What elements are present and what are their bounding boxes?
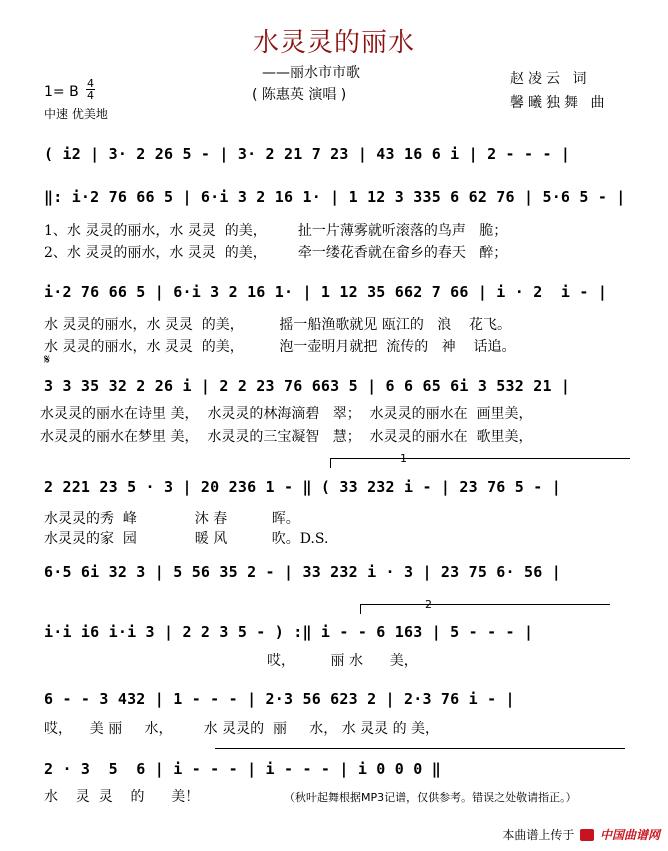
time-signature (86, 78, 95, 101)
lyrics-row-8: 哎， 美 丽 水， 水 灵灵的 丽 水， 水 灵灵 的 美， (44, 721, 440, 737)
site-name[interactable]: 中国曲谱网 (599, 828, 660, 842)
lyrics-row-9: 水 灵 灵 的 美！ (44, 789, 200, 805)
score-row-9: 2 · 3 5 6 | i - - - | i - - - | i 0 0 0 ‖ (44, 760, 441, 778)
score-row-2: ‖: i·2 76 66 5 | 6·i 3 2 16 1· | 1 12 3 335 6 62 76 | 5·6 5 - | (44, 188, 626, 206)
segno-sign: 𝄋 (44, 352, 51, 368)
volta-1-number: 1 (400, 452, 407, 465)
lyricist-credit: 赵凌云 词 (510, 71, 591, 87)
volta-1-bracket-start (330, 458, 331, 468)
lyrics-row-5a: 水灵灵的秀 峰 沐 春 晖。 (44, 511, 300, 527)
time-sig-bottom: 4 (87, 89, 94, 102)
score-row-4: 3 3 35 32 2 26 i | 2 2 23 76 663 5 | 6 6 65 6i 3 532 21 | (44, 377, 571, 395)
volta-2-bracket-start (360, 604, 361, 614)
time-sig-top: 4 (87, 77, 94, 90)
volta-2-number: 2 (425, 598, 432, 611)
composer-credit: 馨曦独舞 曲 (510, 95, 609, 111)
score-row-8: 6 - - 3 432 | 1 - - - | 2·3 56 623 2 | 2·3 76 i - | (44, 690, 515, 708)
volta-1-bracket (330, 458, 630, 459)
page-title: 水灵灵的丽水 (252, 28, 415, 58)
score-row-3: i·2 76 66 5 | 6·i 3 2 16 1· | 1 12 35 662 7 66 | i · 2 i - | (44, 283, 608, 301)
lyrics-row-3a: 水 灵灵的丽水，水 灵灵 的美， 摇一船渔歌就见 瓯江的 浪 花飞。 (44, 317, 512, 333)
tempo-marking: 中速 优美地 (44, 107, 108, 121)
volta-2-bracket (360, 604, 610, 605)
upload-text: 本曲谱上传于 (502, 828, 575, 842)
score-row-5: 2 221 23 5 · 3 | 20 236 1 - ‖ ( 33 232 i - | 23 76 5 - | (44, 478, 561, 496)
key-signature: 1= B (44, 84, 79, 100)
lyrics-row-2a: 1、水 灵灵的丽水，水 灵灵 的美， 扯一片薄雾就听滚落的鸟声 脆； (44, 223, 508, 239)
lyrics-row-2b: 2、水 灵灵的丽水，水 灵灵 的美， 牵一缕花香就在畲乡的春天 醉； (44, 245, 508, 261)
score-row-6: 6·5 6i 32 3 | 5 56 35 2 - | 33 232 i · 3 | 23 75 6· 56 | (44, 563, 561, 581)
lyrics-row-3b: 水 灵灵的丽水，水 灵灵 的美， 泡一壶明月就把 流传的 神 话追。 (44, 339, 516, 355)
fermata-line (215, 748, 625, 749)
subtitle: ——丽水市市歌 (262, 65, 360, 81)
lyrics-row-4a: 水灵灵的丽水在诗里 美， 水灵灵的林海滴碧 翠； 水灵灵的丽水在 画里美， (40, 406, 533, 422)
score-row-intro: ( i2 | 3· 2 26 5 - | 3· 2 21 7 23 | 43 16 6 i | 2 - - - | (44, 145, 571, 163)
score-row-7: i·i i6 i·i 3 | 2 2 3 5 - ) :‖ i - - 6 163 | 5 - - - | (44, 623, 534, 641)
transcription-note: （秋叶起舞根据MP3记谱，仅供参考。错误之处敬请指正。） (284, 791, 577, 804)
upload-credit (502, 826, 660, 843)
lyrics-row-4b: 水灵灵的丽水在梦里 美， 水灵灵的三宝凝智 慧； 水灵灵的丽水在 歌里美， (40, 429, 533, 445)
singer-credit: ( 陈惠英 演唱 ) (252, 87, 347, 103)
lyrics-row-5b: 水灵灵的家 园 暖 风 吹。D.S. (44, 531, 329, 547)
lyrics-row-7: 哎， 丽 水 美， (40, 653, 418, 669)
site-logo-icon (580, 829, 594, 841)
